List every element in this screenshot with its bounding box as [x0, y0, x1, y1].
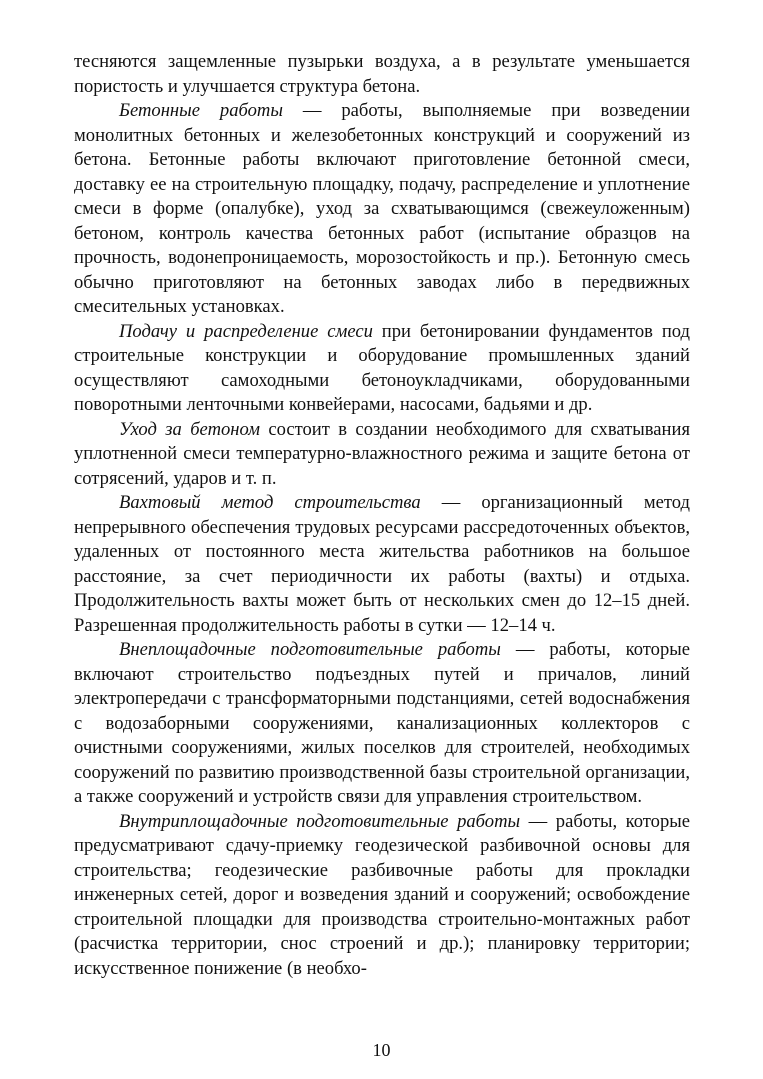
paragraph-text: — организационный метод непрерывного обеспечения трудовых ресурсами рассредоточенных объектов, удаленных от постоянного места жительства работников на большое расстояние, за счет периодичности их работы (вахты) и отдыха. Продолжительность вахты может быть от нескольких смен до 12–15 дней. Разрешенная продолжительность работы в сутки — 12–14 ч. [74, 492, 690, 636]
paragraph-concrete-care [74, 418, 690, 492]
term-shift-method: Вахтовый метод строительства [119, 492, 421, 513]
term-concrete-care: Уход за бетоном [119, 418, 260, 440]
paragraph-onsite-prep [74, 810, 690, 982]
paragraph-text: тесняются защемленные пузырьки воздуха, а в результате уменьшается пористость и улучшается структура бетона. [74, 51, 690, 97]
paragraph-text: — работы, которые предусматривают сдачу-приемку геодезической разбивочной основы для строительства; геодезические разбивочные работы для прокладки инженерных сетей, дорог и возведения зданий и сооружений; освобождение строительной площадки для производства строительно-монтажных работ (расчистка территории, снос строений и др.); планировку территории; искусственное понижение (в необхо- [74, 810, 690, 979]
term-mix-delivery: Подачу и распределение смеси [119, 320, 373, 342]
term-concrete-works: Бетонные работы [119, 100, 283, 121]
page-number: 10 [372, 1040, 391, 1060]
paragraph-offsite-prep [74, 638, 690, 810]
paragraph-concrete-works [74, 99, 690, 320]
paragraph-shift-method [74, 491, 690, 638]
term-onsite-prep: Внутриплощадочные подготовительные работы [119, 810, 521, 832]
paragraph-text: — работы, выполняемые при возведении монолитных бетонных и железобетонных конструкций и сооружений из бетона. Бетонные работы включают приготовление бетонной смеси, доставку ее на строительную площадку, подачу, распределение и уплотнение смеси в форме (опалубке), уход за схватывающимся (свежеуложенным) бетоном, контроль качества бетонных работ (испытание образцов на прочность, водонепроницаемость, морозостойкость и пр.). Бетонную смесь обычно приготовляют на бетонных заводах либо в передвижных смесительных установках. [74, 100, 690, 317]
term-offsite-prep: Внеплощадочные подготовительные работы [119, 639, 501, 660]
paragraph-text: — работы, которые включают строительство подъездных путей и причалов, линий электропередачи с трансформаторными подстанциями, сетей водоснабжения с водозаборными сооружениями, канализационных коллекторов с очистными сооружениями, жилых поселков для строителей, необходимых сооружений по развитию производственной базы строительной организации, а также сооружений и устройств связи для управления строительством. [74, 639, 690, 807]
paragraph-mix-delivery [74, 320, 690, 418]
paragraph-text: при бетонировании фундаментов под строительные конструкции и оборудование промышленных зданий осуществляют самоходными бетоноукладчиками, оборудованными поворотными ленточными конвейерами, насосами, бадьями и др. [74, 320, 691, 415]
paragraph-continuation [74, 50, 690, 99]
paragraph-text: состоит в создании необходимого для схватывания уплотненной смеси температурно-влажностного режима и защите бетона от сотрясений, ударов и т. п. [74, 418, 691, 489]
page-body [74, 50, 690, 981]
